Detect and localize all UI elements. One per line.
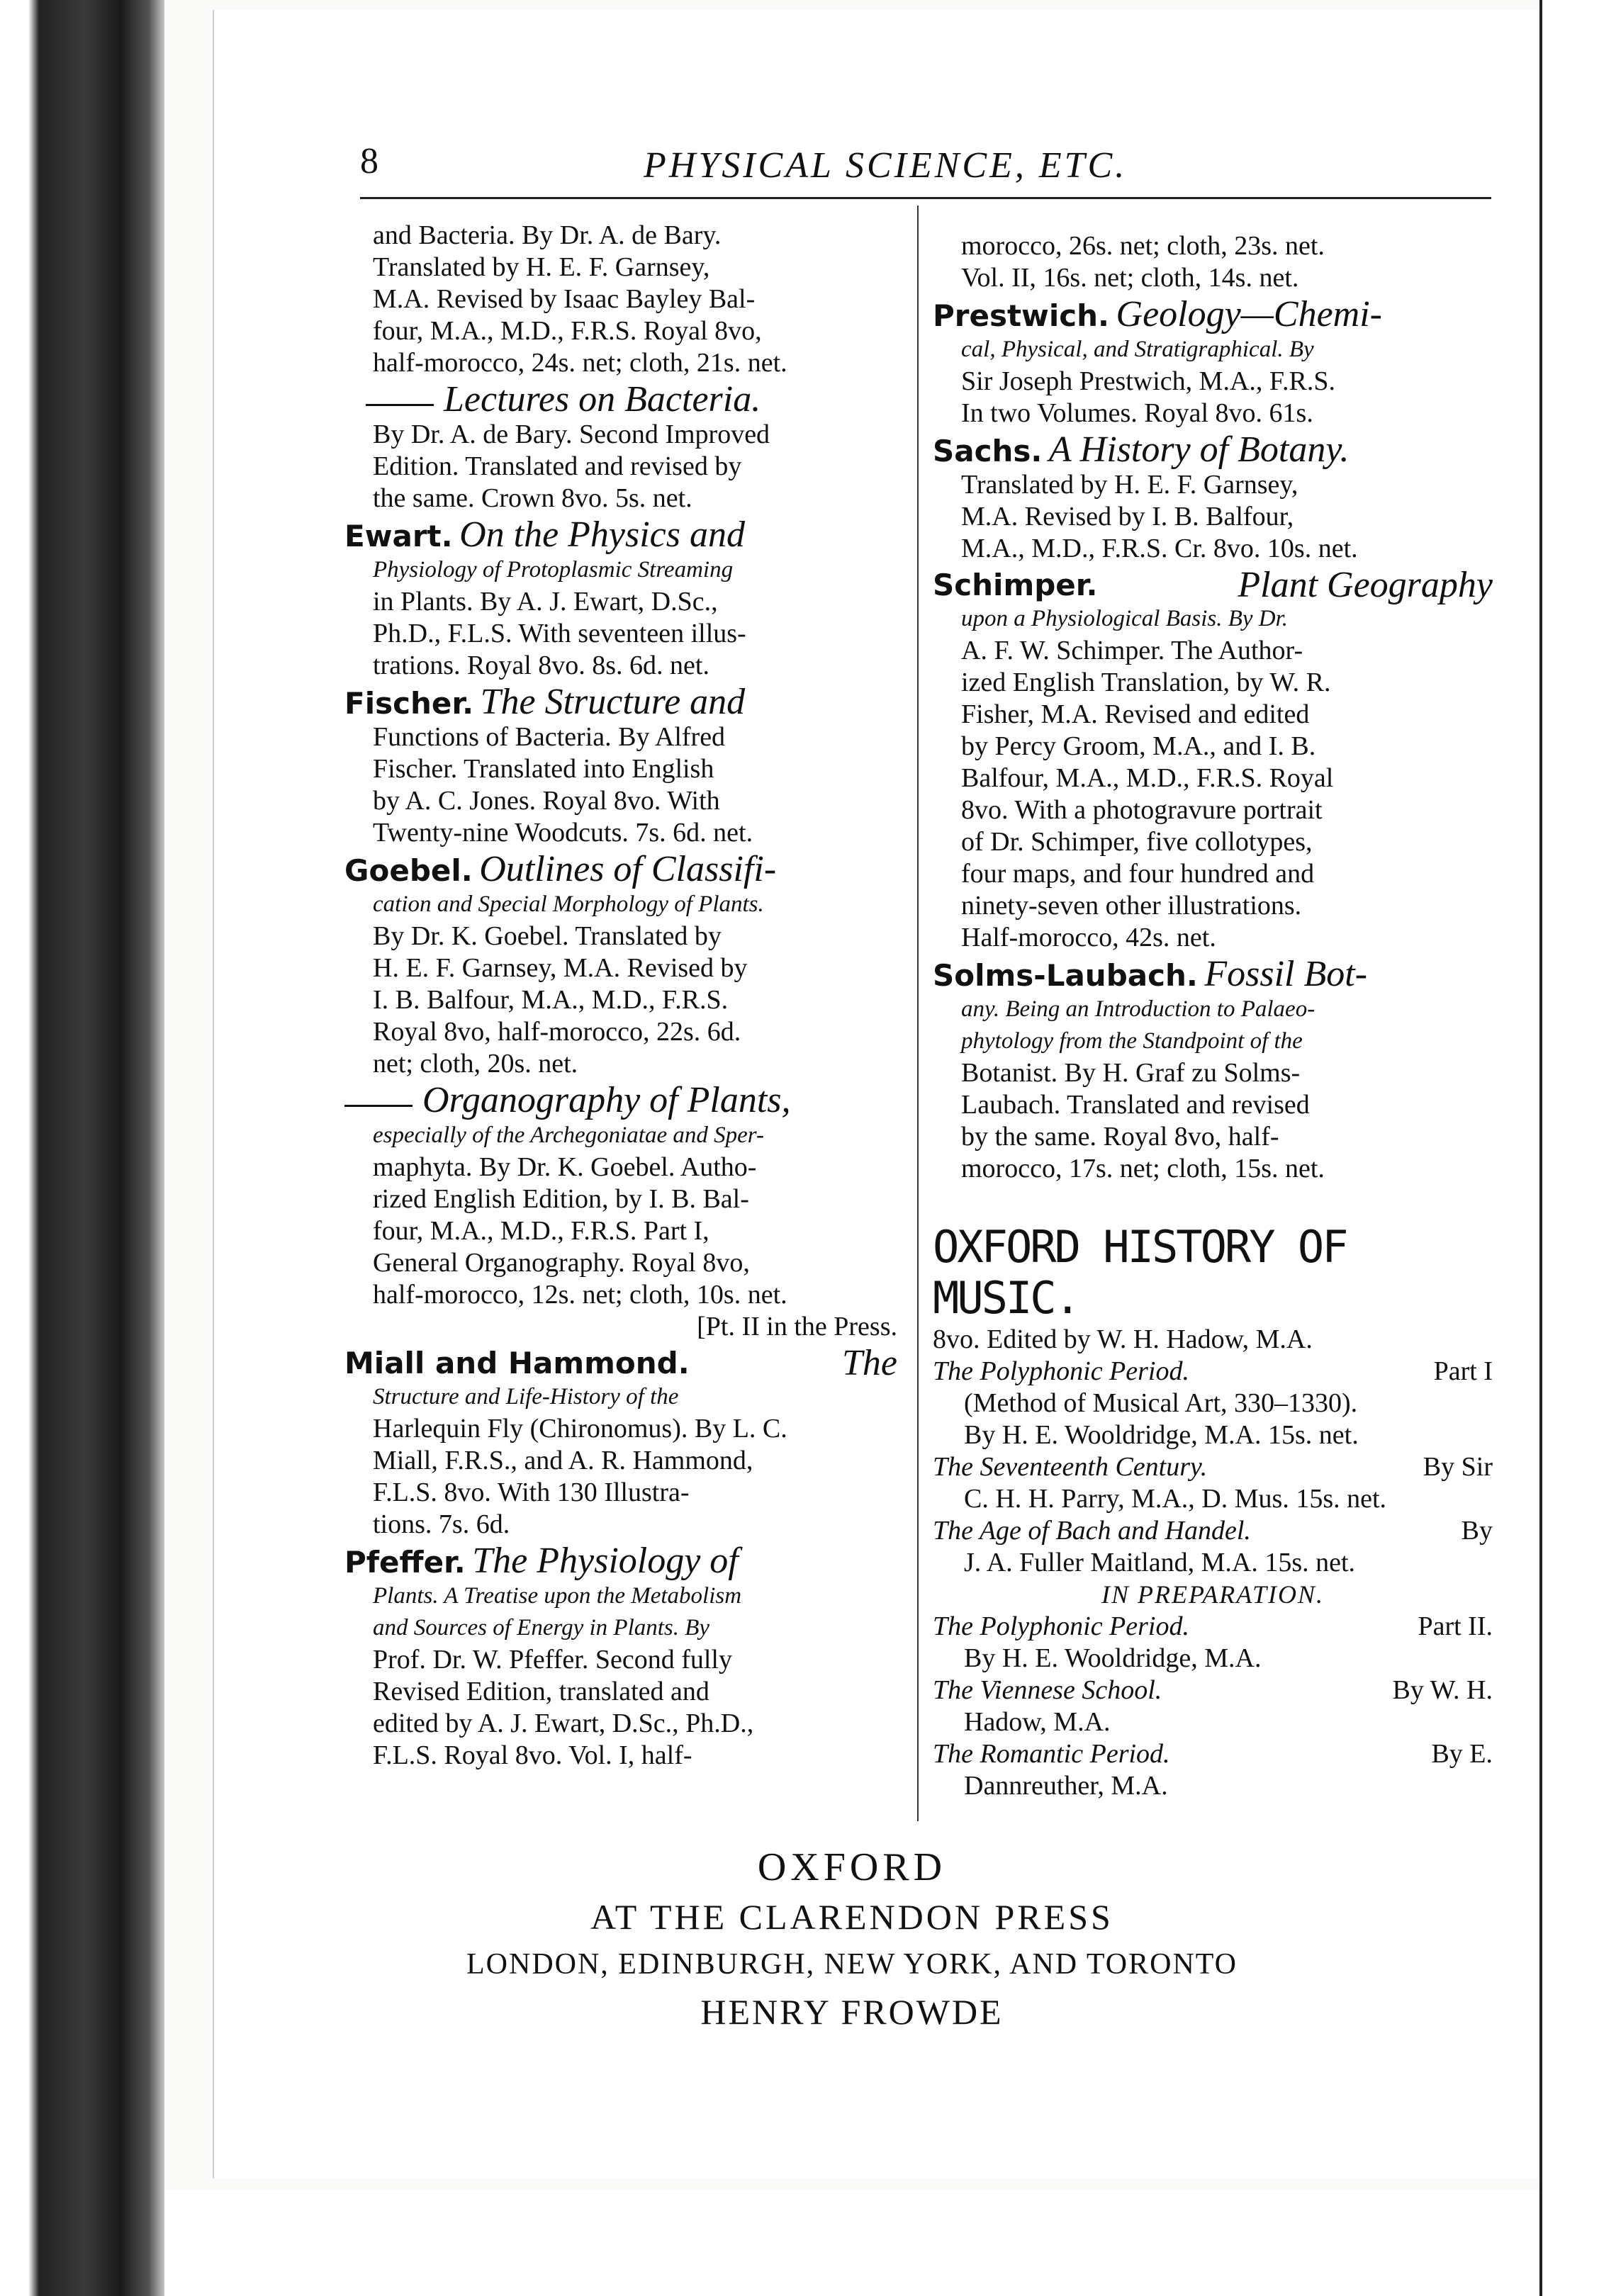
entry-line: Prof. Dr. W. Pfeffer. Second fully — [373, 1645, 732, 1675]
entry-goebel — [344, 849, 897, 1080]
entry-line: 8vo. With a photogravure portrait — [961, 795, 1323, 825]
imprint-locations: LONDON, EDINBURGH, NEW YORK, AND TORONTO — [466, 1948, 1238, 1981]
volume-line: J. A. Fuller Maitland, M.A. 15s. net. — [964, 1548, 1356, 1577]
volume-line: Hadow, M.A. — [964, 1707, 1111, 1737]
entry-line: Fisher, M.A. Revised and edited — [961, 699, 1310, 729]
entry-author: Miall and Hammond. — [344, 1346, 690, 1380]
entry-line: half-morocco, 12s. net; cloth, 10s. net. — [373, 1280, 787, 1310]
in-preparation-heading: IN PREPARATION. — [1101, 1580, 1324, 1609]
volume-title: The Seventeenth Century. — [933, 1452, 1208, 1482]
entry-line: of Dr. Schimper, five collotypes, — [961, 827, 1313, 857]
entry-pfeffer — [344, 1541, 897, 1772]
ditto-dash — [344, 1105, 413, 1107]
volume-author: By W. H. — [1392, 1675, 1493, 1705]
entry-line: ninety-seven other illustrations. — [961, 891, 1302, 921]
entry-line: Botanist. By H. Graf zu Solms- — [961, 1058, 1301, 1088]
entry-line: A. F. W. Schimper. The Author- — [961, 636, 1303, 665]
entry-line: Plants. A Treatise upon the Metabolism — [373, 1583, 742, 1609]
entry-line: tions. 7s. 6d. — [373, 1509, 510, 1539]
entry-line: Miall, F.R.S., and A. R. Hammond, — [373, 1446, 753, 1475]
entry-schimper — [933, 565, 1493, 954]
entry-line: by the same. Royal 8vo, half- — [961, 1122, 1279, 1152]
entry-line: H. E. F. Garnsey, M.A. Revised by — [373, 953, 748, 983]
entry-bary-lectures — [344, 379, 897, 514]
entry-line: Royal 8vo, half-morocco, 22s. 6d. — [373, 1017, 741, 1047]
entry-note: [Pt. II in the Press. — [697, 1312, 897, 1341]
entry-line: General Organography. Royal 8vo, — [373, 1248, 750, 1278]
publisher-imprint — [164, 1842, 1539, 2037]
entry-line: ized English Translation, by W. R. — [961, 668, 1331, 697]
entry-work-title: Organography of Plants, — [422, 1080, 791, 1120]
entry-author: Pfeffer. — [344, 1545, 466, 1580]
series-title: OXFORD HISTORY OF MUSIC. — [933, 1221, 1347, 1324]
entry-line: cation and Special Morphology of Plants. — [373, 891, 764, 917]
entry-prestwich — [933, 294, 1493, 429]
entry-ewart — [344, 514, 897, 682]
entry-author: Sachs. — [933, 434, 1043, 468]
entry-line: maphyta. By Dr. K. Goebel. Autho- — [373, 1152, 757, 1182]
book-spine — [0, 0, 170, 2296]
entry-author: Schimper. — [933, 568, 1098, 602]
entry-line: especially of the Archegoniatae and Sper- — [373, 1122, 764, 1148]
volume-part: Part I — [1433, 1356, 1493, 1386]
entry-sachs — [933, 429, 1493, 565]
right-column — [933, 230, 1493, 1802]
entry-line: I. B. Balfour, M.A., M.D., F.R.S. — [373, 985, 729, 1015]
entry-line: Edition. Translated and revised by — [373, 451, 742, 481]
imprint-city: OXFORD — [757, 1845, 947, 1889]
entry-line: In two Volumes. Royal 8vo. 61s. — [961, 398, 1313, 428]
entry-line: four maps, and four hundred and — [961, 859, 1315, 889]
entry-work-title: Fossil Bot- — [1204, 954, 1368, 994]
entry-line: By Dr. A. de Bary. Second Improved — [373, 420, 770, 449]
series-volume — [933, 1515, 1493, 1547]
entry-line: any. Being an Introduction to Palaeo- — [961, 996, 1315, 1022]
entry-line: M.A. Revised by I. B. Balfour, — [961, 502, 1294, 531]
entry-author: Ewart. — [344, 519, 453, 553]
entry-line: Balfour, M.A., M.D., F.R.S. Royal — [961, 763, 1334, 793]
series-volume — [933, 1611, 1493, 1643]
entry-line: half-morocco, 24s. net; cloth, 21s. net. — [373, 348, 787, 378]
page-number: 8 — [360, 141, 378, 181]
volume-author: By — [1461, 1516, 1493, 1546]
entry-goebel-organography — [344, 1080, 897, 1343]
entry-line: Translated by H. E. F. Garnsey, — [961, 470, 1298, 500]
entry-line: M.A., M.D., F.R.S. Cr. 8vo. 10s. net. — [961, 534, 1358, 563]
entry-author: Fischer. — [344, 686, 474, 721]
entry-line: in Plants. By A. J. Ewart, D.Sc., — [373, 587, 718, 617]
entry-line: F.L.S. Royal 8vo. Vol. I, half- — [373, 1740, 692, 1770]
volume-author: By E. — [1431, 1739, 1493, 1769]
volume-title: The Polyphonic Period. — [933, 1611, 1189, 1641]
entry-miall-hammond — [344, 1343, 897, 1541]
entry-author: Solms-Laubach. — [933, 958, 1198, 993]
page-header — [360, 135, 1493, 198]
entry-line: by A. C. Jones. Royal 8vo. With — [373, 786, 720, 816]
column-divider — [917, 206, 919, 1821]
entry-pfeffer-continued — [933, 230, 1493, 294]
volume-line: Dannreuther, M.A. — [964, 1771, 1168, 1801]
entry-line: Vol. II, 16s. net; cloth, 14s. net. — [961, 263, 1299, 293]
facing-page-edge — [1539, 0, 1599, 2296]
entry-line: net; cloth, 20s. net. — [373, 1049, 578, 1079]
volume-line: C. H. H. Parry, M.A., D. Mus. 15s. net. — [964, 1484, 1387, 1514]
header-rule — [360, 197, 1491, 199]
entry-line: Harlequin Fly (Chironomus). By L. C. — [373, 1414, 787, 1444]
entry-work-title: Geology—Chemi- — [1116, 294, 1382, 334]
volume-title: The Age of Bach and Handel. — [933, 1516, 1251, 1546]
entry-line: and Bacteria. By Dr. A. de Bary. — [373, 220, 722, 250]
entry-line: cal, Physical, and Stratigraphical. By — [961, 337, 1314, 362]
imprint-press: AT THE CLARENDON PRESS — [590, 1897, 1113, 1937]
entry-work-title: Lectures on Bacteria. — [444, 379, 761, 420]
entry-line: M.A. Revised by Isaac Bayley Bal- — [373, 284, 756, 314]
entry-work-title: Outlines of Classifi- — [479, 849, 777, 889]
entry-solms-laubach — [933, 954, 1493, 1185]
entry-line: rized English Edition, by I. B. Bal- — [373, 1184, 749, 1214]
entry-work-title: On the Physics and — [459, 514, 746, 555]
entry-line: Functions of Bacteria. By Alfred — [373, 722, 726, 752]
series-volume — [933, 1738, 1493, 1770]
series-volume — [933, 1356, 1493, 1388]
running-title: PHYSICAL SCIENCE, ETC. — [644, 145, 1128, 186]
entry-fischer — [344, 682, 897, 849]
ditto-dash — [366, 404, 434, 406]
entry-line: Revised Edition, translated and — [373, 1677, 709, 1706]
entry-line: the same. Crown 8vo. 5s. net. — [373, 483, 692, 513]
entry-line: morocco, 17s. net; cloth, 15s. net. — [961, 1154, 1325, 1183]
entry-line: four, M.A., M.D., F.R.S. Royal 8vo, — [373, 316, 762, 346]
volume-title: The Viennese School. — [933, 1675, 1162, 1705]
volume-part: Part II. — [1418, 1611, 1493, 1641]
entry-line: four, M.A., M.D., F.R.S. Part I, — [373, 1216, 709, 1246]
left-column — [344, 220, 897, 1772]
volume-line: By H. E. Wooldridge, M.A. — [964, 1643, 1262, 1673]
entry-line: Twenty-nine Woodcuts. 7s. 6d. net. — [373, 818, 753, 848]
entry-line: upon a Physiological Basis. By Dr. — [961, 606, 1289, 631]
volume-title: The Polyphonic Period. — [933, 1356, 1189, 1386]
entry-line: Physiology of Protoplasmic Streaming — [373, 557, 734, 583]
page-bottom-margin — [164, 2190, 1539, 2296]
entry-line: Translated by H. E. F. Garnsey, — [373, 252, 710, 282]
entry-line: Ph.D., F.L.S. With seventeen illus- — [373, 619, 746, 648]
entry-line: morocco, 26s. net; cloth, 23s. net. — [961, 231, 1325, 261]
entry-line: by Percy Groom, M.A., and I. B. — [961, 731, 1316, 761]
entry-line: Fischer. Translated into English — [373, 754, 714, 784]
entry-line: F.L.S. 8vo. With 130 Illustra- — [373, 1478, 690, 1507]
entry-work-title: A History of Botany. — [1048, 429, 1350, 470]
entry-line: By Dr. K. Goebel. Translated by — [373, 921, 722, 951]
entry-line: and Sources of Energy in Plants. By — [373, 1615, 710, 1641]
series-volume — [933, 1675, 1493, 1706]
imprint-publisher: HENRY FROWDE — [700, 1992, 1004, 2032]
series-editor: 8vo. Edited by W. H. Hadow, M.A. — [933, 1324, 1313, 1354]
entry-line: Sir Joseph Prestwich, M.A., F.R.S. — [961, 366, 1335, 396]
entry-line: trations. Royal 8vo. 8s. 6d. net. — [373, 651, 709, 680]
entry-line: Half-morocco, 42s. net. — [961, 923, 1216, 952]
entry-line: Laubach. Translated and revised — [961, 1090, 1310, 1120]
entry-line: edited by A. J. Ewart, D.Sc., Ph.D., — [373, 1709, 754, 1738]
entry-work-title: The — [842, 1343, 897, 1383]
entry-bary-continued — [344, 220, 897, 379]
volume-title: The Romantic Period. — [933, 1739, 1170, 1769]
entry-work-title: The Physiology of — [472, 1541, 739, 1581]
entry-author: Prestwich. — [933, 298, 1110, 333]
volume-line: By H. E. Wooldridge, M.A. 15s. net. — [964, 1420, 1359, 1450]
entry-work-title: Plant Geography — [1238, 565, 1493, 605]
entry-work-title: The Structure and — [480, 682, 746, 722]
entry-line: Structure and Life-History of the — [373, 1384, 679, 1409]
volume-line: (Method of Musical Art, 330–1330). — [964, 1388, 1358, 1418]
volume-author: By Sir — [1423, 1452, 1493, 1482]
entry-author: Goebel. — [344, 853, 473, 888]
entry-line: phytology from the Standpoint of the — [961, 1028, 1303, 1054]
series-volume — [933, 1451, 1493, 1483]
